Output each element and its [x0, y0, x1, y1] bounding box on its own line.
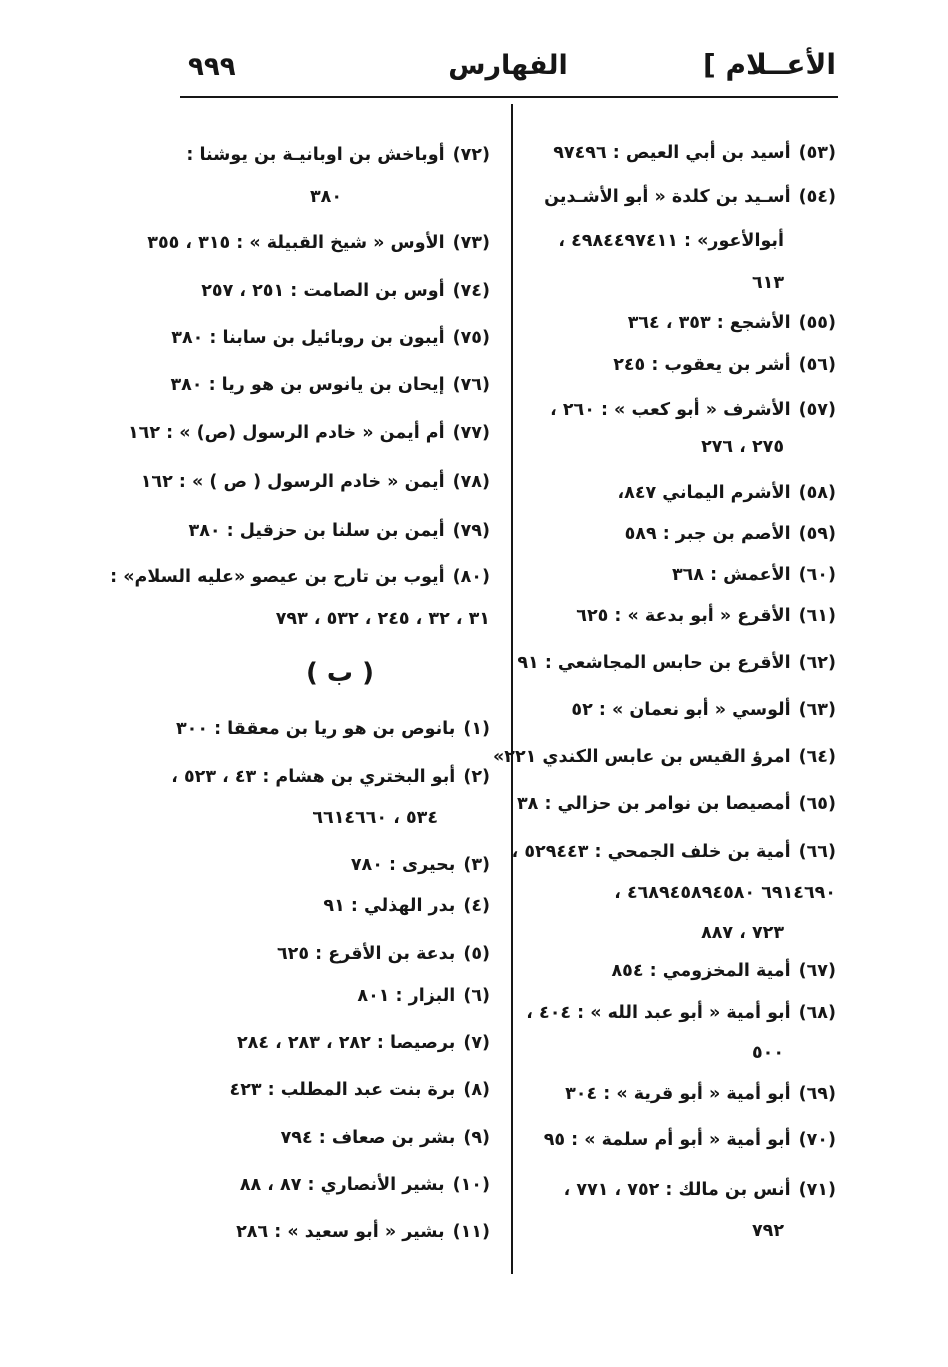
- index-entry: (١)بانوص بن هو ريا بن معققا : ٣٠٠: [175, 719, 490, 739]
- index-entry-continued: ٣١ ، ٣٢ ، ٢٤٥ ، ٥٣٢ ، ٧٩٣: [275, 609, 490, 629]
- index-entry: (٦)البزار : ٨٠١: [357, 986, 490, 1006]
- index-entry: (٥٤)أسـيد بن كلدة « أبو الأشـدين: [544, 187, 836, 207]
- index-entry: (٦٥)أمصيصا بن نوامر بن حزالي : ٣٨: [516, 794, 836, 814]
- index-entry: (٧٧)أم أيمن « خادم الرسول (ص) » : ١٦٢: [128, 423, 490, 443]
- index-entry: (٥)بدعة بن الأقرع : ٦٢٥: [277, 944, 490, 964]
- index-entry: (٣)بحيرى : ٧٨٠: [350, 855, 490, 875]
- index-entry: (٦٦)أمية بن خلف الجمحي : ٥٢٩٤٤٣ ،: [511, 842, 836, 862]
- index-entry-continued: ٧٩٢: [751, 1221, 784, 1241]
- index-entry: (٩)بشر بن صعاف : ٧٩٤: [280, 1128, 490, 1148]
- index-entry: (٦٧)أمية المخزومي : ٨٥٤: [611, 961, 836, 981]
- index-entry: (٧٨)أيمن « خادم الرسول ( ص ) » : ١٦٢: [140, 472, 490, 492]
- index-entry-continued: أبوالأعور» : ٤٩٨٤٤٩٧٤١١ ،: [558, 231, 784, 251]
- section-label: الأعــلام ]: [702, 48, 836, 81]
- index-entry: (٥٧)الأشرف « أبو كعب » : ٢٦٠ ،: [550, 400, 836, 420]
- index-entry: (٦٤)امرؤ القيس بن عابس الكندي ٢٢١»: [492, 747, 836, 767]
- index-entry-continued: ٦٩١٤٦٩٠ ٤٦٨٩٤٥٨٩٤٥٨٠ ،: [614, 883, 836, 903]
- index-entry: (٨)برة بنت عبد المطلب : ٤٢٣: [229, 1080, 490, 1100]
- index-entry: (٥٥)الأشجع : ٣٥٣ ، ٣٦٤: [627, 313, 836, 333]
- index-entry-continued: ٧٢٣ ، ٨٨٧: [701, 923, 784, 943]
- index-entry: (٧٩)أيمن بن سلنا بن حزقيل : ٣٨٠: [188, 521, 490, 541]
- index-entry: (٥٨)الأشرم اليماني ٨٤٧،: [617, 483, 836, 503]
- index-entry: (٢)أبو البختري بن هشام : ٤٣ ، ٥٢٣ ،: [171, 767, 490, 787]
- index-entry: (٦١)الأقرع « أبو بدعة » : ٦٢٥: [576, 606, 836, 626]
- index-entry: (٥٣)أسيد بن أبي العيص : ٩٧٤٩٦: [553, 143, 836, 163]
- section-heading: ( ب ): [306, 658, 374, 688]
- index-entry: (٧١)أنس بن مالك : ٧٥٢ ، ٧٧١ ،: [563, 1180, 836, 1200]
- index-entry: (٤)بدر الهذلي : ٩١: [323, 896, 490, 916]
- index-entry: (٧٣)الأوس « شيخ القبيلة » : ٣١٥ ، ٣٥٥: [147, 233, 490, 253]
- index-entry: (٦٨)أبو أمية « أبو عبد الله » : ٤٠٤ ،: [526, 1003, 836, 1023]
- index-entry: (٦٣)ألوسي « أبو نعمان » : ٥٢: [571, 700, 836, 720]
- index-entry: (٧٤)أوس بن الصامت : ٢٥١ ، ٢٥٧: [201, 281, 490, 301]
- index-entry: (١٠)بشير الأنصاري : ٨٧ ، ٨٨: [239, 1175, 490, 1195]
- index-entry-continued: ٥٣٤ ، ٦٦١٤٦٦٠: [312, 808, 438, 828]
- column-divider: [511, 104, 513, 1274]
- page-number: ٩٩٩: [188, 52, 236, 82]
- header-rule: [180, 96, 838, 98]
- index-entry: (٦٢)الأقرع بن حابس المجاشعي : ٩١: [517, 653, 836, 673]
- index-entry: (٧)برصيصا : ٢٨٢ ، ٢٨٣ ، ٢٨٤: [236, 1033, 490, 1053]
- index-entry: (٥٩)الأصم بن جبر : ٥٨٩: [624, 524, 836, 544]
- index-entry-continued: ٣٨٠: [309, 187, 342, 207]
- page-title: الفهارس: [448, 50, 568, 81]
- index-entry-continued: ٦١٣: [751, 273, 784, 293]
- index-entry: (٦٩)أبو أمية « أبو قرية » : ٣٠٤: [565, 1084, 836, 1104]
- index-entry: (٦٠)الأعمش : ٣٦٨: [671, 565, 836, 585]
- index-entry: (٧٥)أيبون بن روبائيل بن سابنا : ٣٨٠: [171, 328, 490, 348]
- index-entry: (١١)بشير « أبو سعيد » : ٢٨٦: [236, 1222, 490, 1242]
- index-entry: (٥٦)أشر بن يعقوب : ٢٤٥: [613, 355, 836, 375]
- index-entry: (٧٠)أبو أمية « أبو أم سلمة » : ٩٥: [543, 1130, 836, 1150]
- page-header: [180, 46, 836, 92]
- index-entry: (٧٦)إيحان بن يانوس بن هو ريا : ٣٨٠: [170, 375, 490, 395]
- index-entry-continued: ٢٧٥ ، ٢٧٦: [701, 437, 784, 457]
- index-entry-continued: ٥٠٠: [751, 1043, 784, 1063]
- index-entry: (٨٠)أيوب بن تارح بن عيصو «عليه السلام» :: [110, 567, 490, 587]
- index-entry: (٧٢)أوباخش بن اوبانيـة بن يوشنا :: [186, 145, 490, 165]
